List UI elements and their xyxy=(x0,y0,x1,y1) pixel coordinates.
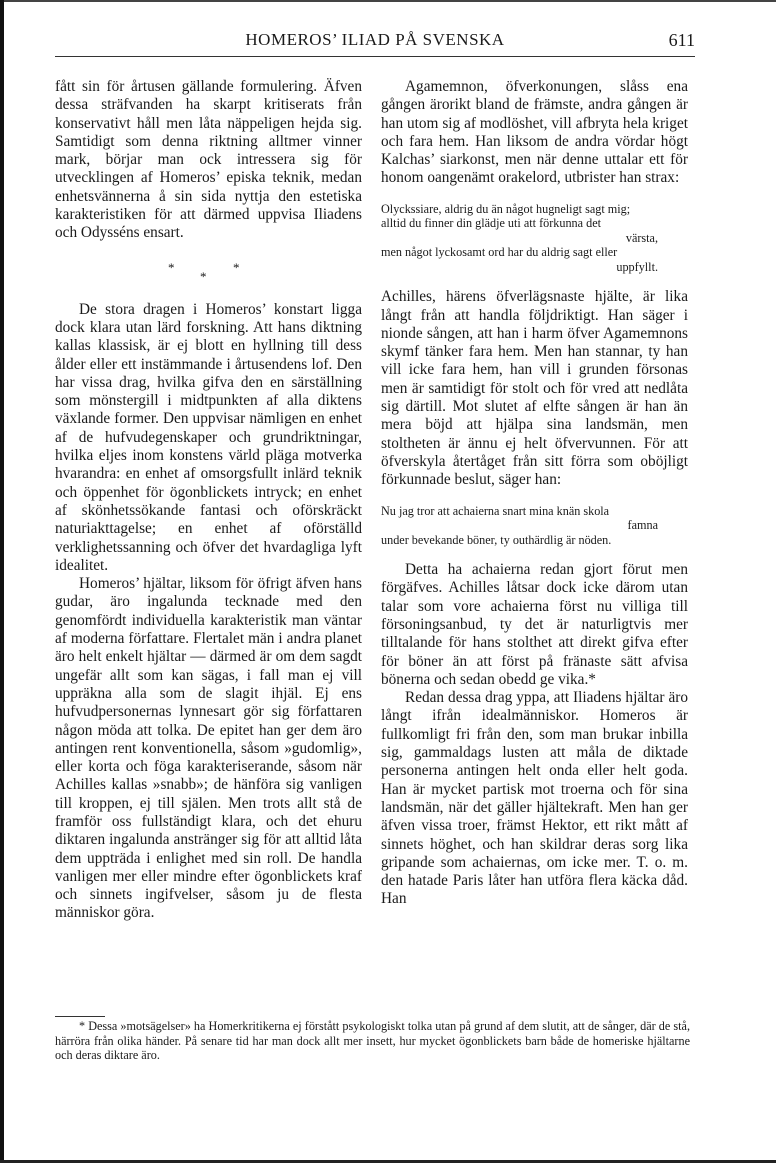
verse-quote xyxy=(381,504,688,548)
running-title: HOMEROS’ ILIAD PÅ SVENSKA xyxy=(245,30,505,49)
paragraph: Homeros’ hjältar, liksom för öfrigt äfven hans gudar, äro ingalunda tecknade med den genomfördt individuella karakteristik man väntar af moderna författare. Flertalet män i andra planet äro helt enkelt hjältar — därmed är om dem sagdt ungefär allt som kan sägas, i fall man ej vill uppräkna alla som de slagit ihjäl. Ej ens hufvudpersonernas lynnesart gör sig författaren någon möda att tolka. De epitet han ger dem äro antingen rent konventionella, såsom »gudomlig», eller korta och föga karakteriserande, såsom när Achilles kallas »snabb»; de hänföra sig vanligen till kroppen, ej till själen. Men trots allt stå de framför oss fullständigt klara, och det ehuru diktaren ingalunda anstränger sig för att alltid låta dem uppträda i enlighet med sin roll. De handla vanligen mer eller mindre efter ögonblickets kraf och sinnets ingifvelser, såsom ju de flesta människor göra. xyxy=(55,575,362,922)
paragraph: fått sin för årtusen gällande formulering. Äfven dessa sträfvanden ha skarpt kritiserats från konservativt håll men låta näppeligen hejda sig. Samtidigt som denna riktning alltmer vinner mark, börjar man ock intressera sig för utvecklingen af Homeros’ episka teknik, medan enhetsvännerna å sin sida nyttja den estetiska karakteristiken för att därmed uppvisa Iliadens och Odysséns ensart. xyxy=(55,78,362,242)
verse-line-continuation: uppfyllt. xyxy=(616,259,658,274)
footnote: * Dessa »motsägelser» ha Homerkritikerna ej förstått psykologiskt tolka utan på grund af dem slutit, att de sånger, där de stå, härröra från olika händer. På senare tid har man dock allt mer insett, hur mycket ögonblickets barn både de homeriske hjältarne och deras diktare äro. xyxy=(55,1019,690,1062)
asterisk: * xyxy=(168,259,175,275)
page-number: 611 xyxy=(668,30,695,50)
asterisk: * xyxy=(200,268,207,284)
verse-line: under bevekande böner, ty outhärdlig är nöden. xyxy=(381,532,612,547)
verse-quote xyxy=(381,202,688,275)
verse-line: alltid du finner din glädje uti att förkunna det xyxy=(381,216,601,231)
scan-edge-top xyxy=(0,0,776,2)
paragraph: Redan dessa drag yppa, att Iliadens hjältar äro långt ifrån idealmänniskor. Homeros är fullkomligt fri från den, som man brukar inbilla sig, gammaldags lusten att måla de diktade personerna antingen helt onda eller helt goda. Han är mycket partisk mot troerna och för sina landsmän, när det gäller hjältekraft. Men han ger äfven vissa troer, främst Hektor, ett rikt mått af sinnets höghet, och han skildrar deras sorg lika gripande som achaiernas, om icke mer. T. o. m. den hatade Paris låter han utföra flera käcka dåd. Han xyxy=(381,689,688,908)
verse-line: Olyckssiare, aldrig du än något hugneligt sagt mig; xyxy=(381,201,631,216)
footnote-rule xyxy=(55,1016,105,1017)
paragraph: De stora dragen i Homeros’ konstart ligga dock klara utan lärd forskning. Att hans diktning kallas klassisk, är ej blott en hyllning till dess ålder eller ett instämmande i årtusendens lof. Den har vissa drag, hvilka gifva den en särställning som mönstergill i midtpunkten af alla diktens växlande former. Den uppvisar nämligen en enhet af de hufvudegenskaper och grundriktningar, hvilka eljes inom konstens värld pläga motverka hvarandra: en enhet af omsorgsfullt inlärd teknik och öppenhet för ögonblickets intryck; en enhet af skönhetssökande fantasi och oförskräckt naturiakttagelse; en enhet af oförställd verklighetssanning och öfver det hvardagliga lyft idealitet. xyxy=(55,300,362,574)
left-column xyxy=(55,78,362,923)
paragraph: Agamemnon, öfverkonungen, slåss ena gången ärorikt bland de främste, andra gången är han utom sig af modlöshet, vill afbryta hela kriget och fara hem. Han liksom de andra vördar högt Kalchas’ siarkonst, men när denne uttalar ett för honom oangenämt orakelord, utbrister han strax: xyxy=(381,78,688,187)
asterisk: * xyxy=(233,259,240,275)
paragraph: Achilles, härens öfverlägsnaste hjälte, är lika långt från att handla följdriktigt. Han säger i nionde sången, att han i harm öfver Agamemnons skymf tänker fara hem. Men han stannar, ty han vill icke fara hem, han vill i grunden försonas men är samtidigt för stolt och för vred att nedlåta sig därtill. Mot slutet af elfte sången är han än mera böjd att hjälpa sina landsmän, men stoltheten är ännu ej helt öfvervunnen. För att öfverskyla återtåget från sitt förra som oböjligt förkunnade beslut, säger han: xyxy=(381,288,688,489)
section-break-asterism xyxy=(55,243,362,301)
scan-edge-left xyxy=(0,0,4,1163)
right-column xyxy=(381,78,688,909)
verse-line-continuation: famna xyxy=(627,518,658,533)
verse-line: men något lyckosamt ord har du aldrig sagt eller xyxy=(381,245,618,260)
page-header xyxy=(55,22,695,57)
verse-line: Nu jag tror att achaierna snart mina knän skola xyxy=(381,503,610,518)
paragraph: Detta ha achaierna redan gjort förut men förgäfves. Achilles låtsar dock icke därom utan talar som vore achaierna först nu villiga till försoningsanbud, ty det är naturligtvis mer tilltalande för hans stolthet att direkt gifva efter för böner än att först på fränaste sätt afvisa bönerna och sedan obedd ge vika.* xyxy=(381,561,688,688)
verse-line-continuation: värsta, xyxy=(625,230,658,245)
